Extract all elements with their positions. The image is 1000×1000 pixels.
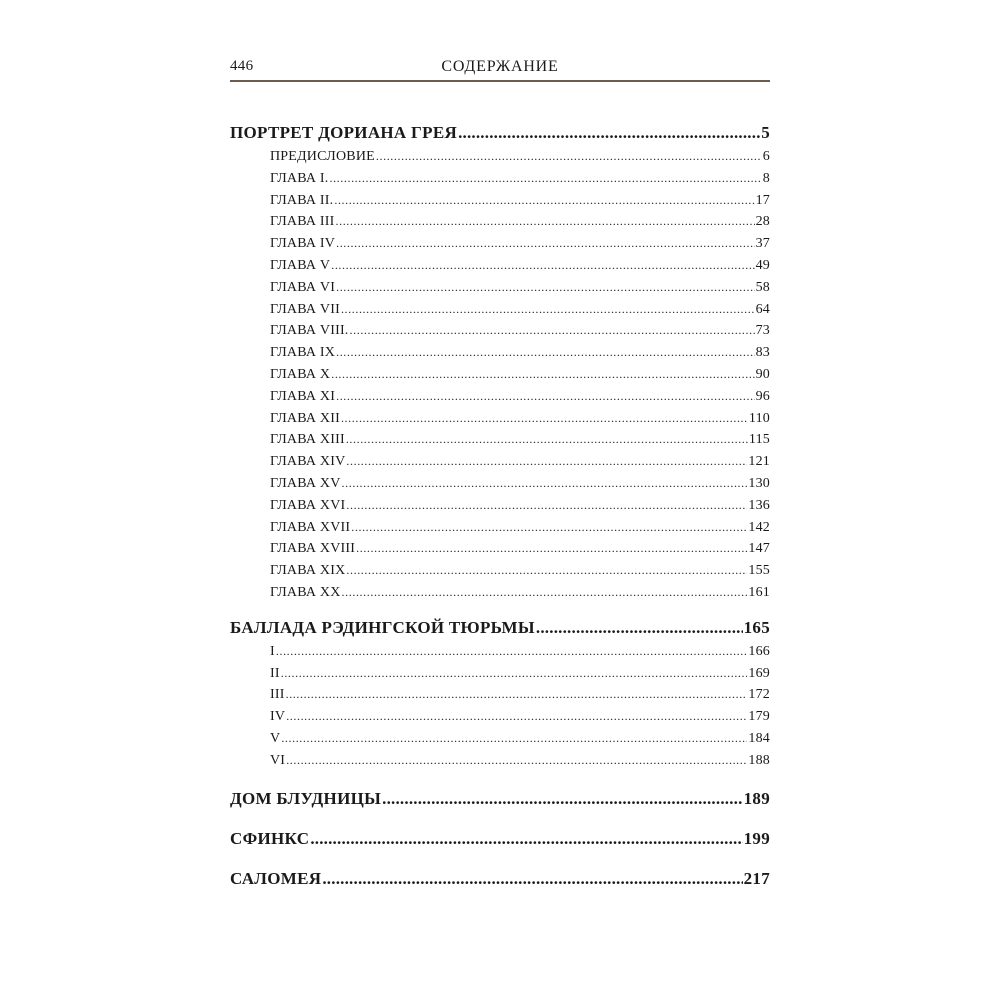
toc-entry-sub [230,364,770,386]
toc-entry-page: 8 [762,170,770,186]
toc-entry-sub [230,538,770,560]
dot-leader [346,495,747,517]
toc-entry-page: 217 [743,868,770,888]
toc-entry-sub [230,190,770,212]
dot-leader [536,615,743,641]
table-of-contents [230,120,770,892]
toc-entry-sub [230,560,770,582]
toc-entry-main [230,866,770,892]
dot-leader [346,560,747,582]
dot-leader [329,168,761,190]
section-gap [230,812,770,826]
toc-entry-page: 64 [755,301,770,317]
dot-leader [336,342,755,364]
toc-entry-main [230,615,770,641]
toc-entry-title: ГЛАВА V [270,257,331,273]
toc-entry-page: 130 [748,475,770,491]
dot-leader [351,517,747,539]
toc-entry-page: 58 [755,279,770,295]
dot-leader [342,473,748,495]
toc-entry-sub [230,408,770,430]
toc-entry-sub [230,233,770,255]
dot-leader [310,826,742,852]
dot-leader [336,211,755,233]
toc-entry-page: 5 [761,123,770,142]
dot-leader [341,299,755,321]
toc-entry-title: III [270,687,285,703]
running-header [230,58,770,80]
dot-leader [342,582,748,604]
toc-entry-page: 189 [743,788,770,808]
toc-entry-title: ГЛАВА VIII. [270,323,349,339]
toc-entry-page: 161 [748,584,770,600]
dot-leader [336,233,755,255]
toc-entry-page: 172 [748,687,770,703]
dot-leader [331,255,754,277]
toc-entry-title: ГЛАВА XV [270,475,341,491]
toc-entry-sub [230,168,770,190]
toc-entry-page: 90 [755,366,770,382]
toc-entry-title: ГЛАВА VI [270,279,336,295]
toc-entry-sub [230,451,770,473]
toc-entry-main [230,826,770,852]
toc-entry-sub [230,495,770,517]
dot-leader [286,750,747,772]
toc-entry-page: 6 [762,149,770,164]
page-number: 446 [230,58,254,74]
toc-entry-title: БАЛЛАДА РЭДИНГСКОЙ ТЮРЬМЫ [230,617,535,637]
toc-entry-sub [230,386,770,408]
toc-section-dorian [230,120,770,604]
toc-entry-title: ГЛАВА XX [270,584,341,600]
toc-entry-title: ГЛАВА XVIII [270,541,356,557]
running-title: СОДЕРЖАНИЕ [441,58,559,75]
dot-leader [281,663,748,685]
toc-entry-title: ГЛАВА XVI [270,497,346,513]
dot-leader [346,451,747,473]
toc-entry-page: 17 [755,192,770,208]
dot-leader [341,408,748,430]
toc-entry-title: ПОРТРЕТ ДОРИАНА ГРЕЯ [230,123,458,142]
toc-entry-page: 142 [748,519,770,535]
toc-entry-title: ГЛАВА XIII [270,432,345,448]
toc-entry-page: 73 [755,323,770,339]
dot-leader [350,320,755,342]
toc-entry-title: II [270,665,280,681]
toc-entry-page: 49 [755,257,770,273]
toc-entry-sub [230,641,770,663]
toc-entry-title: САЛОМЕЯ [230,868,322,888]
toc-entry-page: 184 [748,730,770,746]
toc-entry-main [230,786,770,812]
toc-entry-sub [230,320,770,342]
toc-entry-page: 115 [748,432,770,448]
toc-entry-sub [230,255,770,277]
toc-entry-sub [230,517,770,539]
toc-entry-page: 121 [748,454,770,470]
toc-entry-title: ГЛАВА X [270,366,331,382]
toc-entry-page: 166 [748,643,770,659]
dot-leader [322,866,742,892]
dot-leader [376,146,762,168]
toc-entry-title: VI [270,752,286,768]
toc-entry-page: 165 [743,617,770,637]
dot-leader [334,190,754,212]
dot-leader [336,386,755,408]
toc-entry-title: V [270,730,281,746]
dot-leader [286,684,748,706]
toc-entry-title: ДОМ БЛУДНИЦЫ [230,788,382,808]
toc-section-ballad [230,615,770,772]
dot-leader [336,277,755,299]
toc-entry-page: 37 [755,236,770,252]
toc-entry-sub [230,342,770,364]
toc-sublist-dorian [230,146,770,604]
toc-entry-title: ГЛАВА VII [270,301,340,317]
header-rule [230,80,770,82]
toc-entry-sub [230,582,770,604]
toc-entry-sub [230,211,770,233]
toc-entry-page: 96 [755,388,770,404]
dot-leader [286,706,747,728]
toc-entry-title: ГЛАВА XII [270,410,340,426]
toc-entry-title: ГЛАВА XVII [270,519,351,535]
toc-entry-title: ПРЕДИСЛОВИЕ [270,149,375,164]
toc-entry-sub [230,706,770,728]
toc-entry-sub [230,146,770,168]
toc-entry-page: 179 [748,709,770,725]
dot-leader [331,364,754,386]
toc-entry-page: 136 [748,497,770,513]
dot-leader [356,538,747,560]
toc-entry-page: 147 [748,541,770,557]
toc-entry-page: 199 [743,828,770,848]
toc-entry-page: 169 [748,665,770,681]
toc-entry-sub [230,277,770,299]
toc-entry-title: IV [270,709,286,725]
toc-entry-page: 83 [755,345,770,361]
dot-leader [281,728,747,750]
toc-entry-title: ГЛАВА XIV [270,454,346,470]
section-gap [230,772,770,786]
toc-entry-sub [230,684,770,706]
toc-entry-sub [230,750,770,772]
toc-entry-title: ГЛАВА XI [270,388,336,404]
toc-entry-sub [230,728,770,750]
toc-entry-sub [230,473,770,495]
toc-sublist-ballad [230,641,770,772]
toc-entry-sub [230,429,770,451]
toc-entry-title: СФИНКС [230,828,310,848]
toc-entry-sub [230,663,770,685]
toc-entry-page: 28 [755,214,770,230]
toc-entry-sub [230,299,770,321]
toc-entry-page: 110 [748,410,770,426]
dot-leader [276,641,748,663]
toc-entry-main [230,120,770,146]
toc-entry-title: ГЛАВА II. [270,192,334,208]
dot-leader [382,786,742,812]
toc-entry-title: ГЛАВА I. [270,170,329,186]
toc-entry-title: ГЛАВА IX [270,345,336,361]
toc-entry-title: I [270,643,275,659]
dot-leader [458,120,760,146]
toc-entry-title: ГЛАВА XIX [270,563,346,579]
toc-entry-title: ГЛАВА IV [270,236,336,252]
section-gap [230,604,770,615]
dot-leader [346,429,748,451]
toc-entry-page: 155 [748,563,770,579]
toc-entry-title: ГЛАВА III [270,214,335,230]
toc-entry-page: 188 [748,752,770,768]
section-gap [230,852,770,866]
